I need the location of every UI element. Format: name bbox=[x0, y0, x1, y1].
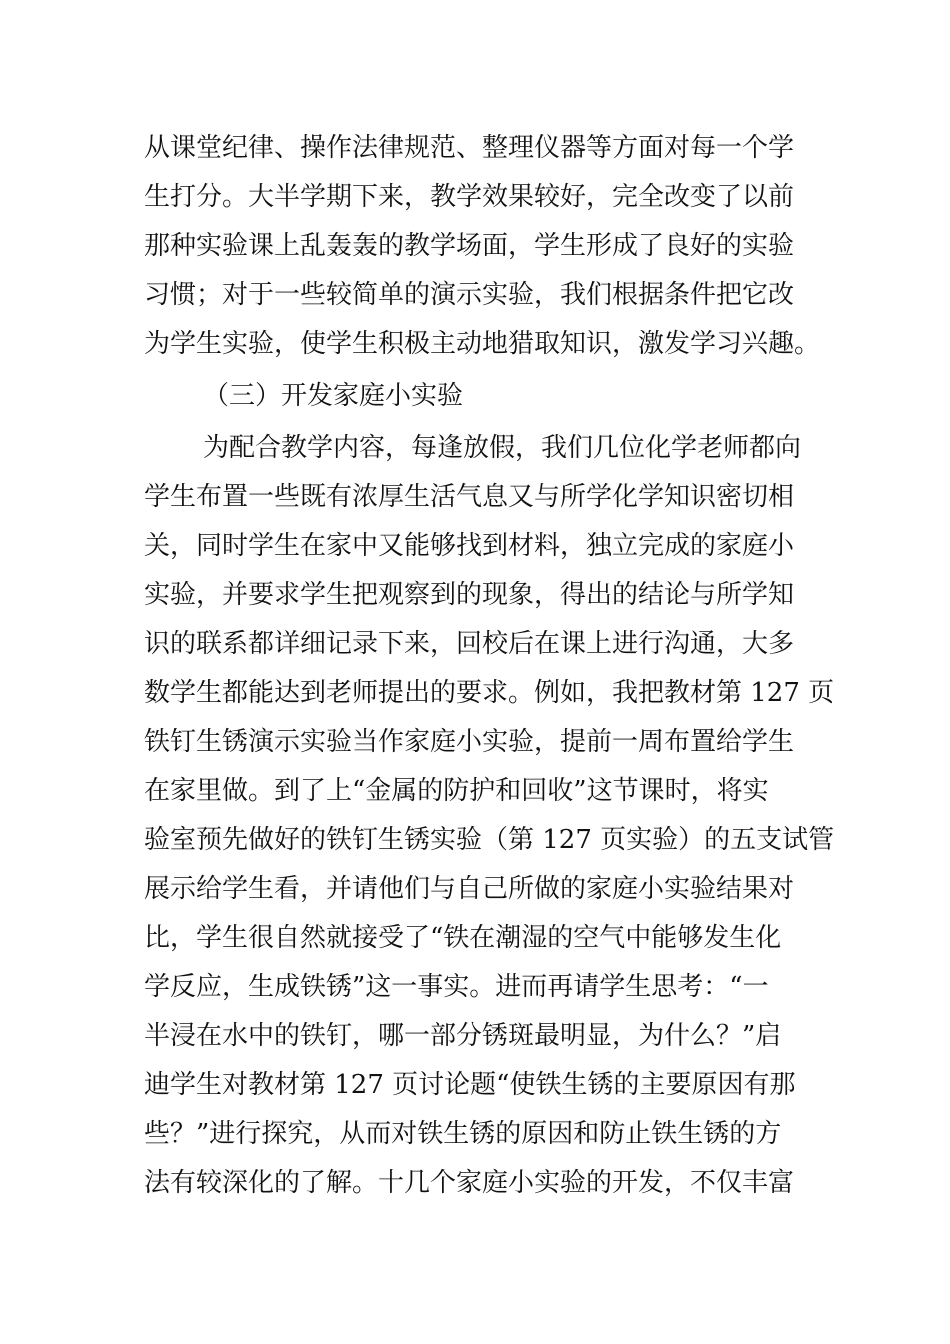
text-line: 数学生都能达到老师提出的要求。例如，我把教材第 127 页 bbox=[144, 678, 835, 708]
text-line: 为学生实验，使学生积极主动地猎取知识，激发学习兴趣。 bbox=[144, 329, 821, 359]
text-line: 学生布置一些既有浓厚生活气息又与所学化学知识密切相 bbox=[144, 482, 795, 512]
section-heading: （三）开发家庭小实验 bbox=[203, 381, 464, 411]
text-line: 识的联系都详细记录下来，回校后在课上进行沟通，大多 bbox=[144, 629, 795, 659]
text-line: 那种实验课上乱轰轰的教学场面，学生形成了良好的实验 bbox=[144, 231, 795, 261]
text-line: 验室预先做好的铁钉生锈实验（第 127 页实验）的五支试管 bbox=[144, 825, 835, 855]
text-line: 在家里做。到了上“金属的防护和回收”这节课时，将实 bbox=[144, 776, 769, 806]
text-line: 铁钉生锈演示实验当作家庭小实验，提前一周布置给学生 bbox=[144, 727, 795, 757]
text-line: 比，学生很自然就接受了“铁在潮湿的空气中能够发生化 bbox=[144, 923, 782, 953]
text-line: 习惯；对于一些较简单的演示实验，我们根据条件把它改 bbox=[144, 280, 795, 310]
text-line: 学反应，生成铁锈”这一事实。进而再请学生思考：“一 bbox=[144, 972, 769, 1002]
text-line: 实验，并要求学生把观察到的现象，得出的结论与所学知 bbox=[144, 580, 795, 610]
text-line: 迪学生对教材第 127 页讨论题“使铁生锈的主要原因有那 bbox=[144, 1070, 796, 1100]
text-line: 生打分。大半学期下来，教学效果较好，完全改变了以前 bbox=[144, 182, 795, 212]
text-line: 展示给学生看，并请他们与自己所做的家庭小实验结果对 bbox=[144, 874, 795, 904]
text-line: 关，同时学生在家中又能够找到材料，独立完成的家庭小 bbox=[144, 531, 795, 561]
text-line: 从课堂纪律、操作法律规范、整理仪器等方面对每一个学 bbox=[144, 133, 795, 163]
text-line: 些？”进行探究，从而对铁生锈的原因和防止铁生锈的方 bbox=[144, 1119, 782, 1149]
text-line: 为配合教学内容，每逢放假，我们几位化学老师都向 bbox=[203, 433, 802, 463]
text-line: 法有较深化的了解。十几个家庭小实验的开发，不仅丰富 bbox=[144, 1168, 795, 1198]
text-line: 半浸在水中的铁钉，哪一部分锈斑最明显，为什么？”启 bbox=[144, 1021, 782, 1051]
